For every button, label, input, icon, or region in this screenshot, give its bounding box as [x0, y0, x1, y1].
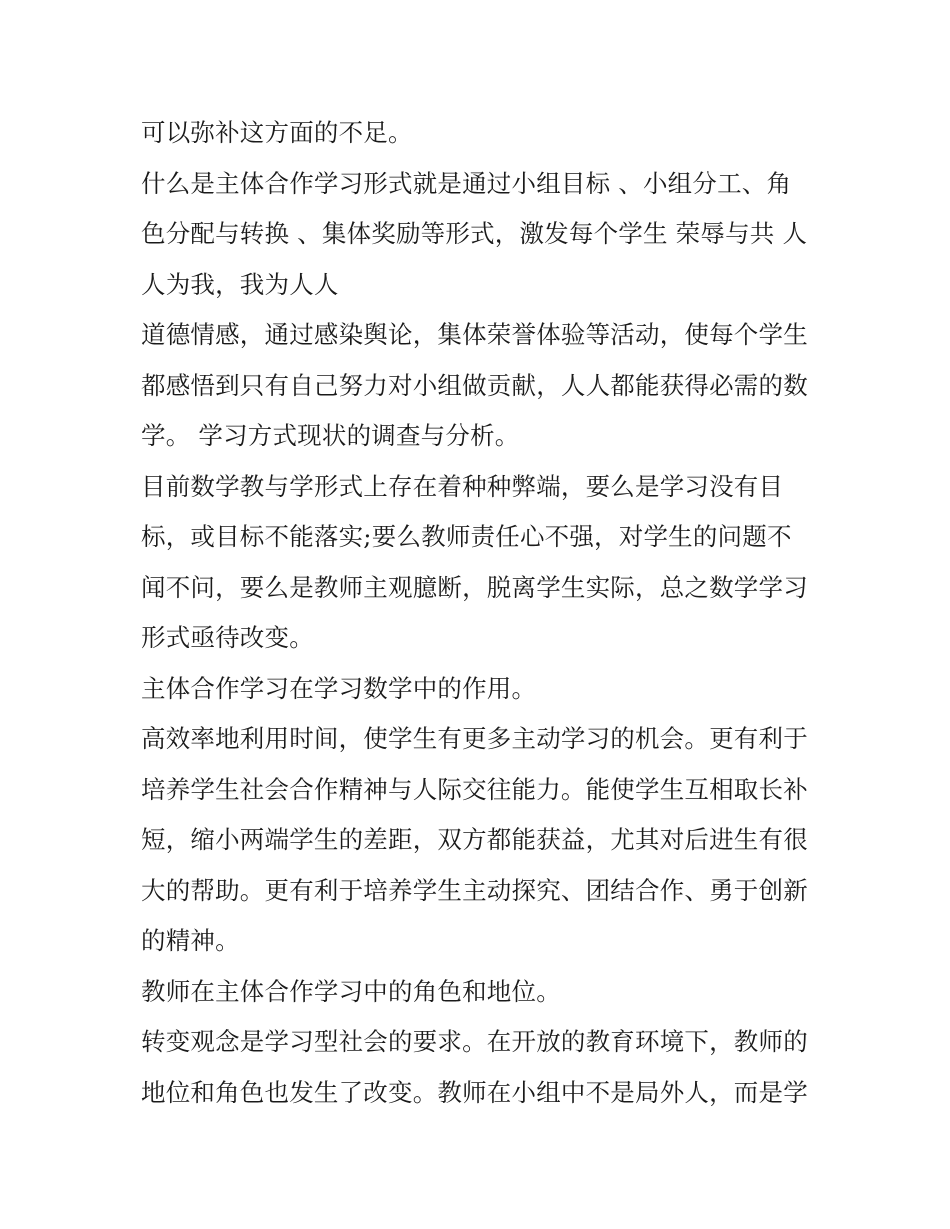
text-line: 学。 学习方式现状的调查与分析。 [141, 421, 520, 450]
text-line: 培养学生社会合作精神与人际交往能力。能使学生互相取长补 [141, 774, 808, 804]
text-line: 高效率地利用时间，使学生有更多主动学习的机会。更有利于 [141, 724, 808, 753]
text-line: 可以弥补这方面的不足。 [141, 118, 413, 147]
text-line: 转变观念是学习型社会的要求。在开放的教育环境下，教师的 [141, 1027, 808, 1056]
document-body [141, 108, 821, 1118]
text-line: 地位和角色也发生了改变。教师在小组中不是局外人，而是学 [141, 1077, 808, 1107]
text-line: 色分配与转换 、集体奖励等形式，激发每个学生 荣辱与共 人 [141, 219, 808, 248]
text-line: 什么是主体合作学习形式就是通过小组目标 、小组分工、角 [141, 168, 792, 198]
text-line: 标，或目标不能落实;要么教师责任心不强，对学生的问题不 [141, 522, 792, 551]
text-line: 道德情感，通过感染舆论，集体荣誉体验等活动，使每个学生 [141, 320, 808, 349]
text-line: 大的帮助。更有利于培养学生主动探究、团结合作、勇于创新 [141, 875, 808, 905]
text-line: 都感悟到只有自己努力对小组做贡献，人人都能获得必需的数 [141, 370, 808, 400]
text-line: 主体合作学习在学习数学中的作用。 [141, 673, 537, 703]
text-line: 教师在主体合作学习中的角色和地位。 [141, 976, 561, 1006]
text-line: 形式亟待改变。 [141, 623, 314, 652]
text-line: 短，缩小两端学生的差距，双方都能获益，尤其对后进生有很 [141, 825, 808, 854]
text-line: 闻不问，要么是教师主观臆断，脱离学生实际，总之数学学习 [141, 572, 808, 602]
text-line: 人为我，我为人人 [141, 269, 339, 299]
text-line: 目前数学教与学形式上存在着种种弊端，要么是学习没有目 [141, 471, 784, 501]
text-line: 的精神。 [141, 926, 240, 955]
